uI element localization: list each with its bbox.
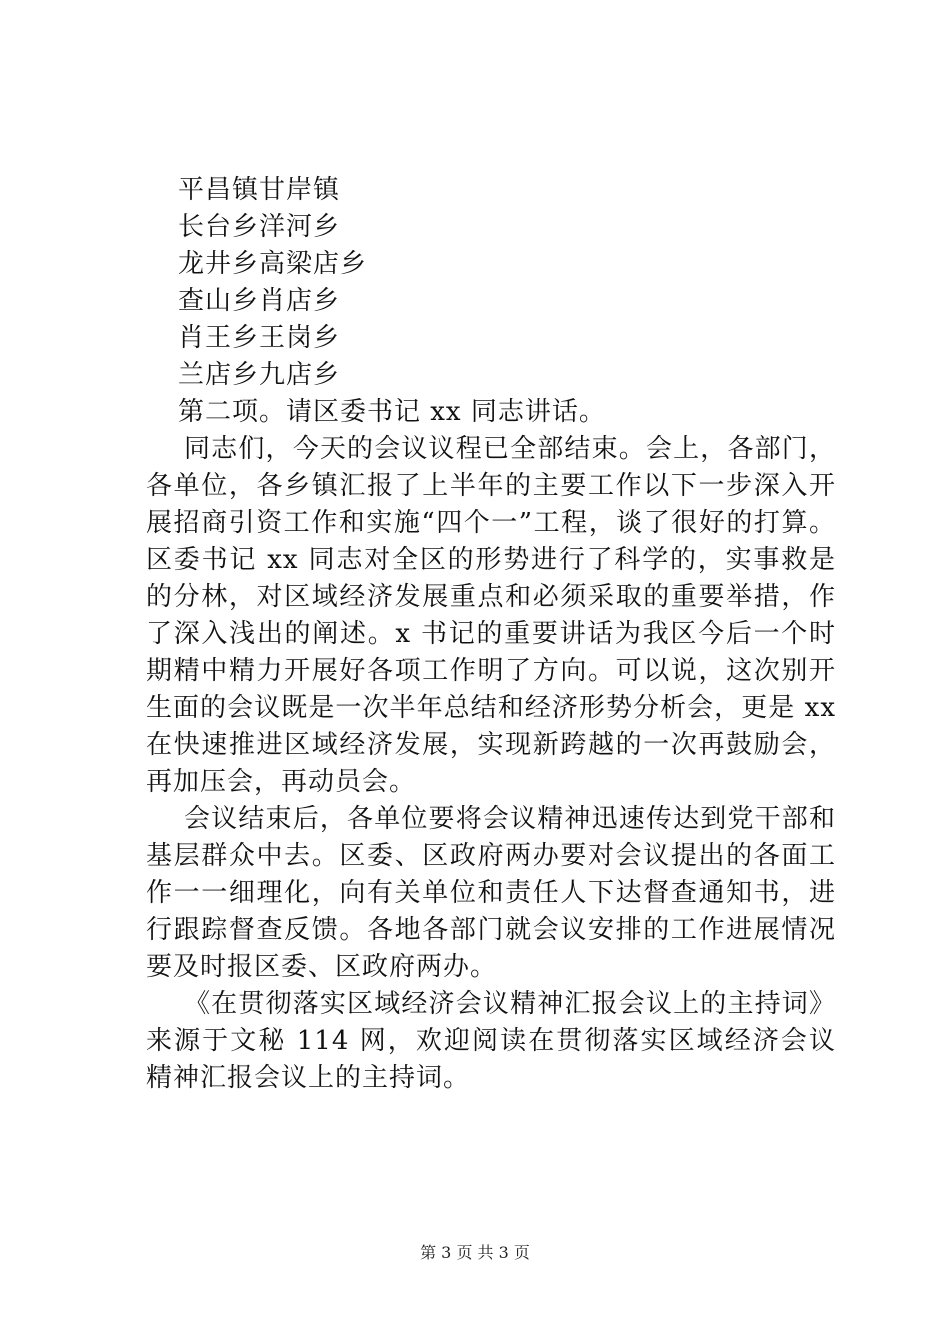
list-item: 龙井乡高梁店乡 [178,249,368,279]
list-item: 长台乡洋河乡 [178,212,341,242]
document-body [146,172,836,1097]
body-paragraph: 同志们，今天的会议议程已全部结束。会上，各部门，各单位，各乡镇汇报了上半年的主要工作以下一步深入开展招商引资工作和实施“四个一”工程，谈了很好的打算。区委书记 xx 同志对全区的形势进行了科学的，实事救是的分林，对区域经济发展重点和必须采取的重要举措，作了深入浅出的阐述。x 书记的重要讲话为我区今后一个时期精中精力开展好各项工作明了方向。可以说，这次别开生面的会议既是一次半年总结和经济形势分析会，更是 xx 在快速推进区域经济发展，实现新跨越的一次再鼓励会，再加压会，再动员会。 [146,434,836,797]
page-footer [0,1243,950,1263]
page-number: 第 3 页 共 3 页 [420,1243,530,1262]
list-item: 查山乡肖店乡 [178,286,341,316]
agenda-item: 第二项。请区委书记 xx 同志讲话。 [178,397,606,427]
list-item: 兰店乡九店乡 [178,360,341,390]
body-paragraph: 会议结束后，各单位要将会议精神迅速传达到党干部和基层群众中去。区委、区政府两办要对会议提出的各面工作一一细理化，向有关单位和责任人下达督查通知书，进行跟踪督查反馈。各地各部门就会议安排的工作进展情况要及时报区委、区政府两办。 [146,804,836,982]
source-note-paragraph: 《在贯彻落实区域经济会议精神汇报会议上的主持词》来源于文秘 114 网，欢迎阅读在贯彻落实区域经济会议精神汇报会议上的主持词。 [146,989,836,1093]
list-item: 平昌镇甘岸镇 [178,175,341,205]
list-item: 肖王乡王岗乡 [178,323,341,353]
